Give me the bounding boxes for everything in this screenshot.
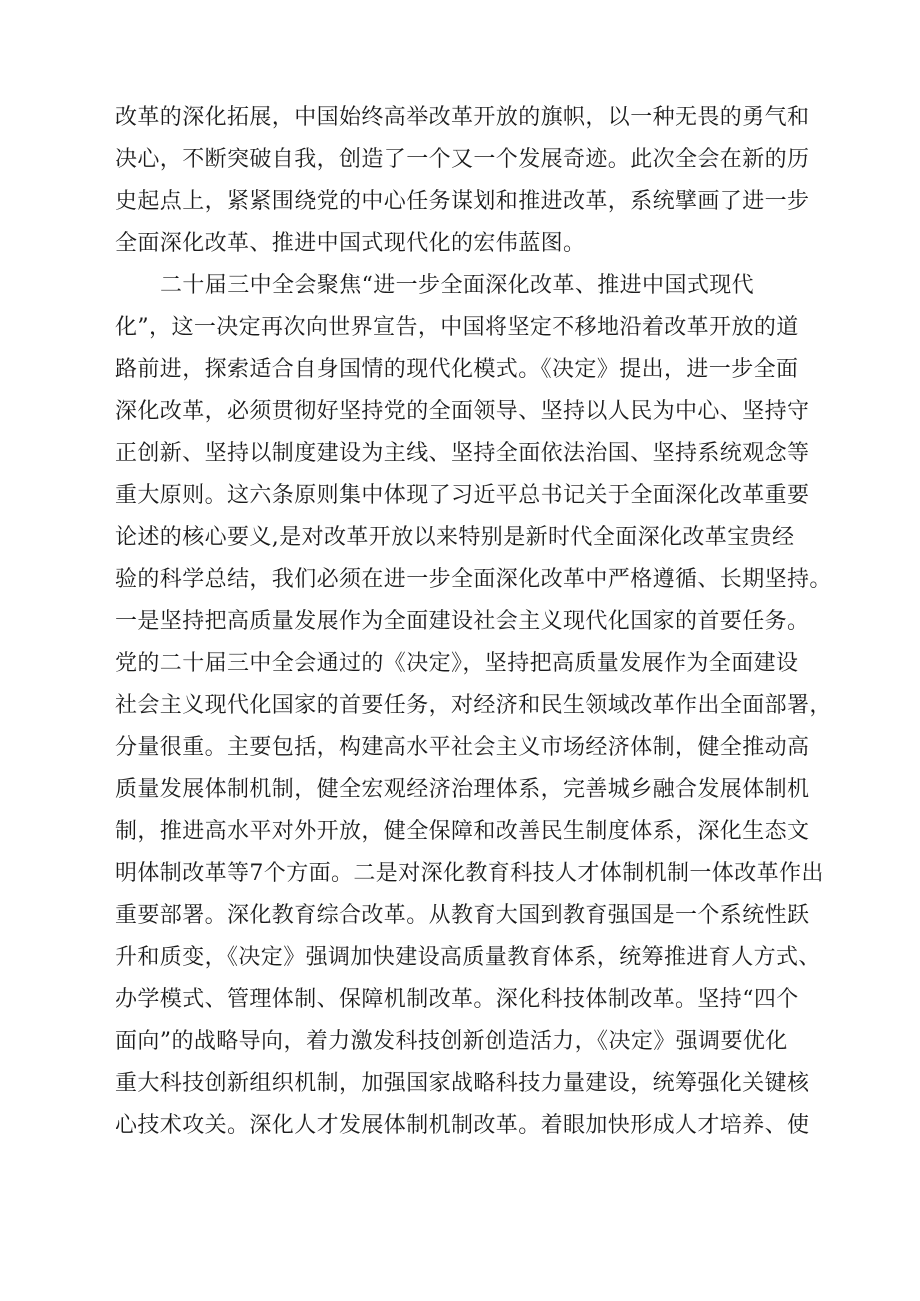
text-line: 重大原则。这六条原则集中体现了习近平总书记关于全面深化改革重要 <box>115 483 810 508</box>
text-line: 制，推进高水平对外开放，健全保障和改善民生制度体系，深化生态文 <box>115 819 810 844</box>
text-line: 化”，这一决定再次向世界宣告，中国将坚定不移地沿着改革开放的道 <box>115 315 799 340</box>
text-line: 验的科学总结，我们必须在进一步全面深化改革中严格遵循、长期坚持。 <box>115 567 832 592</box>
text-line: 办学模式、管理体制、保障机制改革。深化科技体制改革。坚持“四个 <box>115 987 799 1012</box>
text-line: 决心，不断突破自我，创造了一个又一个发展奇迹。此次全会在新的历 <box>115 147 810 172</box>
text-line: 深化改革，必须贯彻好坚持党的全面领导、坚持以人民为中心、坚持守 <box>115 399 810 424</box>
text-line: 面向”的战略导向，着力激发科技创新创造活力，《决定》强调要优化 <box>115 1029 788 1054</box>
text-line: 一是坚持把高质量发展作为全面建设社会主义现代化国家的首要任务。 <box>115 609 810 634</box>
text-line: 升和质变，《决定》强调加快建设高质量教育体系，统筹推进育人方式、 <box>115 945 821 970</box>
paragraph-first-line: 二十届三中全会聚焦“进一步全面深化改革、推进中国式现代 <box>160 273 755 298</box>
text-line: 明体制改革等7个方面。二是对深化教育科技人才体制机制一体改革作出 <box>115 861 824 886</box>
text-line: 正创新、坚持以制度建设为主线、坚持全面依法治国、坚持系统观念等 <box>115 441 810 466</box>
text-line: 质量发展体制机制，健全宏观经济治理体系，完善城乡融合发展体制机 <box>115 777 810 802</box>
text-line: 重要部署。深化教育综合改革。从教育大国到教育强国是一个系统性跃 <box>115 903 810 928</box>
text-line: 重大科技创新组织机制，加强国家战略科技力量建设，统筹强化关键核 <box>115 1071 810 1096</box>
text-line: 党的二十届三中全会通过的《决定》，坚持把高质量发展作为全面建设 <box>115 651 799 676</box>
text-line: 改革的深化拓展，中国始终高举改革开放的旗帜，以一种无畏的勇气和 <box>115 105 810 130</box>
text-line: 史起点上，紧紧围绕党的中心任务谋划和推进改革，系统擘画了进一步 <box>115 189 810 214</box>
text-line: 分量很重。主要包括，构建高水平社会主义市场经济体制，健全推动高 <box>115 735 810 760</box>
text-line: 全面深化改革、推进中国式现代化的宏伟蓝图。 <box>115 231 586 256</box>
text-line: 社会主义现代化国家的首要任务，对经济和民生领域改革作出全面部署， <box>115 693 832 718</box>
text-line: 路前进，探索适合自身国情的现代化模式。《决定》提出，进一步全面 <box>115 357 799 382</box>
text-line: 论述的核心要义,是对改革开放以来特别是新时代全面深化改革宝贵经 <box>115 525 795 550</box>
text-line: 心技术攻关。深化人才发展体制机制改革。着眼加快形成人才培养、使 <box>115 1113 810 1138</box>
